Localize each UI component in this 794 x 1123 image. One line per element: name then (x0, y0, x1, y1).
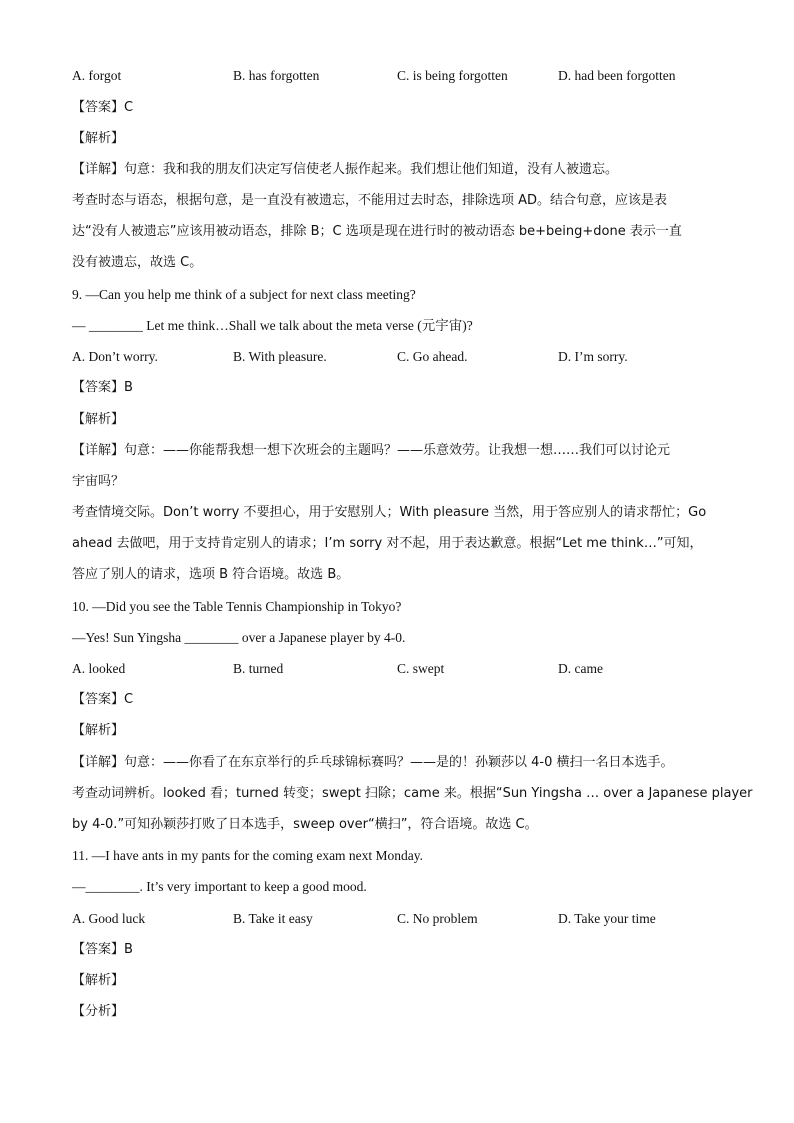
q9-detail-line-4: ahead 去做吧，用于支持肯定别人的请求；I’m sorry 对不起，用于表达歉意。根据“Let me think…”可知， (72, 536, 703, 551)
q9-detail-line-3: 考查情境交际。Don’t worry 不要担心，用于安慰别人；With pleasure 当然，用于答应别人的请求帮忙；Go (72, 505, 707, 520)
q10-stem-line-2: —Yes! Sun Yingsha ________ over a Japanese player by 4-0. (72, 630, 406, 645)
q10-option-d: D. came (558, 661, 603, 676)
q11-analysis-subheading: 【分析】 (72, 1004, 125, 1019)
q9-stem-line-2: — ________ Let me think…Shall we talk about the meta verse (元宇宙)? (72, 318, 473, 333)
q8-option-c: C. is being forgotten (397, 68, 508, 83)
q10-option-b: B. turned (233, 661, 284, 676)
q9-answer: 【答案】B (72, 380, 133, 395)
q8-option-b: B. has forgotten (233, 68, 320, 83)
q10-option-c: C. swept (397, 661, 445, 676)
q11-stem-line-2: —________. It’s very important to keep a good mood. (72, 879, 367, 894)
q10-detail-line-3: by 4-0.”可知孙颖莎打败了日本选手，sweep over“横扫”，符合语境。故选 C。 (72, 817, 538, 832)
q10-analysis-heading: 【解析】 (72, 723, 125, 738)
q11-stem-line-1: 11. —I have ants in my pants for the coming exam next Monday. (72, 848, 424, 863)
q9-option-a: A. Don’t worry. (72, 349, 158, 364)
q8-detail-line-2: 考查时态与语态，根据句意，是一直没有被遗忘，不能用过去时态，排除选项 AD。结合句意，应该是表 (72, 193, 668, 208)
q8-option-a: A. forgot (72, 68, 122, 83)
q9-stem-line-1: 9. —Can you help me think of a subject for next class meeting? (72, 287, 416, 302)
q8-detail-line-3: 达“没有人被遗忘”应该用被动语态，排除 B；C 选项是现在进行时的被动语态 be+being+done 表示一直 (72, 224, 682, 239)
q8-analysis-heading: 【解析】 (72, 131, 125, 146)
q9-detail-line-2: 宇宙吗？ (72, 474, 125, 489)
q9-option-b: B. With pleasure. (233, 349, 327, 364)
q10-answer: 【答案】C (72, 692, 134, 707)
q9-detail-line-1: 【详解】句意：——你能帮我想一想下次班会的主题吗？——乐意效劳。让我想一想……我们可以讨论元 (72, 443, 671, 458)
q11-option-d: D. Take your time (558, 911, 656, 926)
q8-detail-line-1: 【详解】句意：我和我的朋友们决定写信使老人振作起来。我们想让他们知道，没有人被遗忘。 (72, 162, 619, 177)
q11-option-c: C. No problem (397, 911, 478, 926)
q11-option-a: A. Good luck (72, 911, 146, 926)
q11-analysis-heading: 【解析】 (72, 973, 125, 988)
q9-option-c: C. Go ahead. (397, 349, 468, 364)
q10-option-a: A. looked (72, 661, 126, 676)
q10-stem-line-1: 10. —Did you see the Table Tennis Championship in Tokyo? (72, 599, 402, 614)
q9-analysis-heading: 【解析】 (72, 412, 125, 427)
q10-detail-line-2: 考查动词辨析。looked 看；turned 转变；swept 扫除；came 来。根据“Sun Yingsha … over a Japanese player (72, 786, 753, 801)
q11-answer: 【答案】B (72, 942, 133, 957)
q9-detail-line-5: 答应了别人的请求，选项 B 符合语境。故选 B。 (72, 567, 350, 582)
q9-option-d: D. I’m sorry. (558, 349, 628, 364)
q10-detail-line-1: 【详解】句意：——你看了在东京举行的乒乓球锦标赛吗？——是的！孙颖莎以 4-0 横扫一名日本选手。 (72, 755, 674, 770)
q8-option-d: D. had been forgotten (558, 68, 676, 83)
q11-option-b: B. Take it easy (233, 911, 313, 926)
q8-answer: 【答案】C (72, 100, 134, 115)
q8-detail-line-4: 没有被遗忘，故选 C。 (72, 255, 203, 270)
